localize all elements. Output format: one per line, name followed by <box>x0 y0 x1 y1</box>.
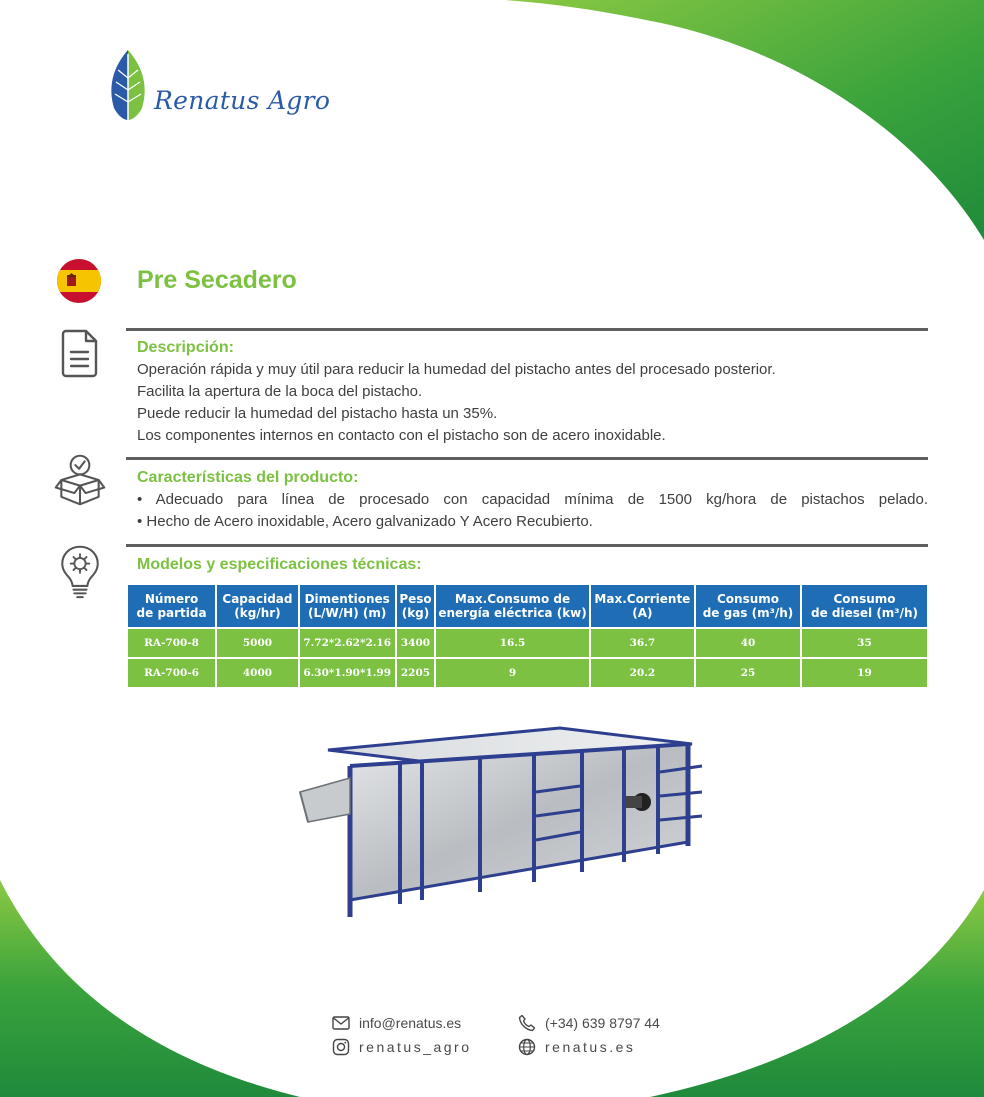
website-text: renatus.es <box>545 1039 636 1055</box>
column-header: Consumo de gas (m³/h) <box>696 585 800 629</box>
feature-item: • Hecho de Acero inoxidable, Acero galvanizado Y Acero Recubierto. <box>137 513 593 530</box>
spec-table <box>126 585 929 689</box>
table-cell: 36.7 <box>591 629 694 659</box>
instagram-text: renatus_agro <box>359 1039 472 1055</box>
table-cell: 20.2 <box>591 659 694 689</box>
footer-website[interactable] <box>518 1037 635 1057</box>
table-cell: 40 <box>696 629 800 659</box>
page-title: Pre Secadero <box>137 266 297 294</box>
description-heading: Descripción: <box>137 339 234 356</box>
table-cell: 16.5 <box>436 629 588 659</box>
column-header: Capacidad (kg/hr) <box>217 585 298 629</box>
globe-icon <box>518 1038 536 1056</box>
spain-flag-icon <box>57 259 101 303</box>
table-row <box>128 659 927 689</box>
top-decorative-swoosh <box>0 0 984 260</box>
table-cell: 2205 <box>397 659 435 689</box>
column-header: Dimentiones (L/W/H) (m) <box>300 585 395 629</box>
table-cell: 3400 <box>397 629 435 659</box>
models-heading: Modelos y especificaciones técnicas: <box>137 556 422 573</box>
phone-icon <box>518 1014 536 1032</box>
column-header: Peso (kg) <box>397 585 435 629</box>
section-divider <box>126 457 928 460</box>
email-text: info@renatus.es <box>359 1015 462 1031</box>
table-cell: RA-700-6 <box>128 659 215 689</box>
footer-phone[interactable] <box>518 1013 660 1033</box>
column-header: Max.Consumo de energía eléctrica (kw) <box>436 585 588 629</box>
column-header: Número de partida <box>128 585 215 629</box>
footer-instagram[interactable] <box>332 1037 472 1057</box>
table-cell: 6.30*1.90*1.99 <box>300 659 395 689</box>
leaf-logo-icon <box>106 48 150 122</box>
table-cell: 9 <box>436 659 588 689</box>
table-cell: 7.72*2.62*2.16 <box>300 629 395 659</box>
table-cell: 19 <box>802 659 927 689</box>
features-heading: Características del producto: <box>137 469 359 486</box>
table-cell: RA-700-8 <box>128 629 215 659</box>
column-header: Consumo de diesel (m³/h) <box>802 585 927 629</box>
description-line: Los componentes internos en contacto con el pistacho son de acero inoxidable. <box>137 427 666 444</box>
feature-item: • Adecuado para línea de procesado con capacidad mínima de 1500 kg/hora de pistachos pelado. <box>137 491 928 508</box>
box-check-icon <box>52 452 108 508</box>
table-cell: 25 <box>696 659 800 689</box>
phone-text: (+34) 639 8797 44 <box>545 1015 660 1031</box>
lightbulb-gear-icon <box>52 543 108 599</box>
table-cell: 35 <box>802 629 927 659</box>
mail-icon <box>332 1014 350 1032</box>
description-line: Facilita la apertura de la boca del pistacho. <box>137 383 423 400</box>
table-header-row <box>128 585 927 629</box>
description-line: Operación rápida y muy útil para reducir la humedad del pistacho antes del procesado posterior. <box>137 361 776 378</box>
table-cell: 4000 <box>217 659 298 689</box>
column-header: Max.Corriente (A) <box>591 585 694 629</box>
table-cell: 5000 <box>217 629 298 659</box>
section-divider <box>126 544 928 547</box>
machine-image <box>290 722 710 922</box>
instagram-icon <box>332 1038 350 1056</box>
document-icon <box>52 325 108 381</box>
description-line: Puede reducir la humedad del pistacho hasta un 35%. <box>137 405 498 422</box>
section-divider <box>126 328 928 331</box>
table-row <box>128 629 927 659</box>
brand-name: Renatus Agro <box>154 86 331 115</box>
footer-email[interactable] <box>332 1013 461 1033</box>
brand-logo <box>106 48 366 128</box>
